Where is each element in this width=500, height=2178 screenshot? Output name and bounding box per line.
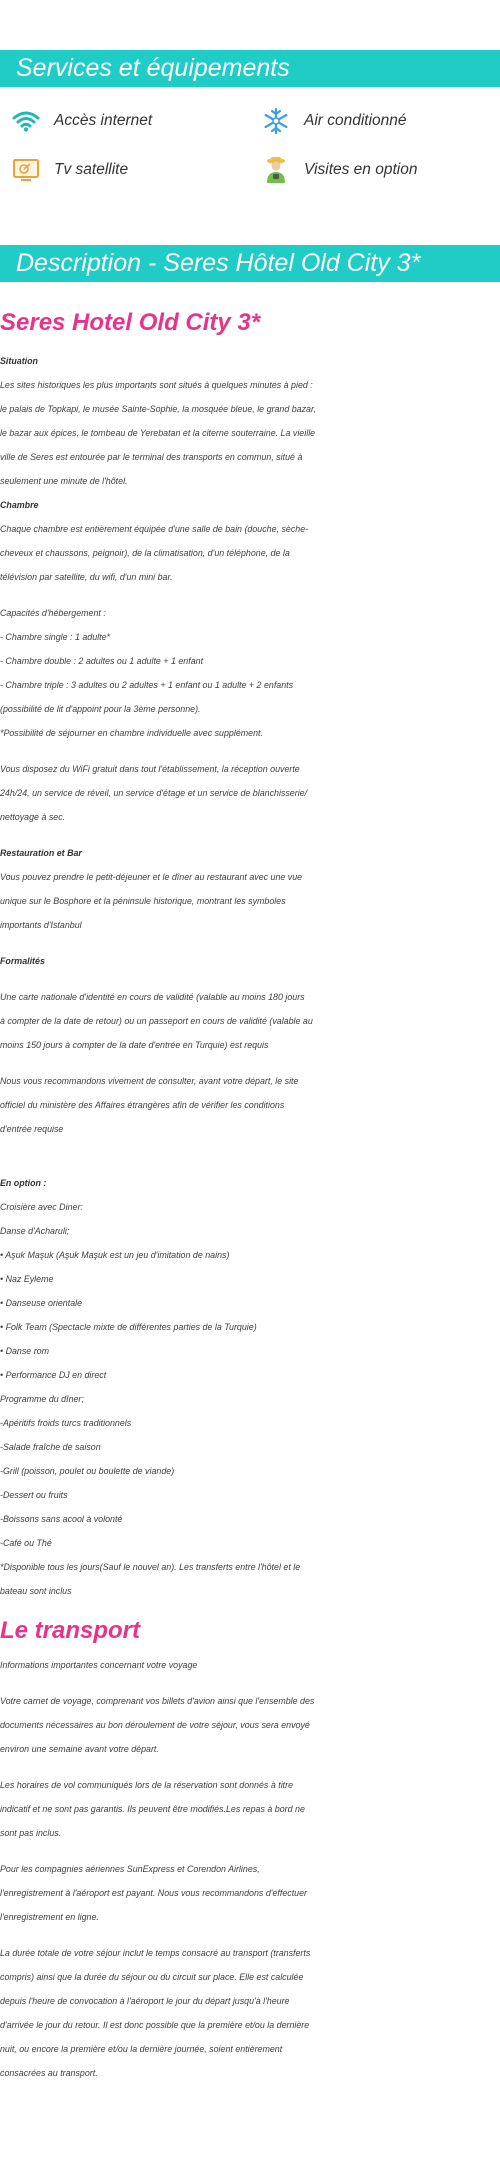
- text-line: seulement une minute de l'hôtel.: [0, 476, 128, 486]
- text-line: • Folk Team (Spectacle mixte de différentes parties de la Turquie): [0, 1322, 257, 1332]
- restauration-text: [0, 865, 500, 937]
- text-line: • Naz Eyleme: [0, 1274, 54, 1284]
- text-line: documents nécessaires au bon déroulement de votre séjour, vous sera envoyé: [0, 1720, 310, 1730]
- text-line: • Danseuse orientale: [0, 1298, 83, 1308]
- text-line: bateau sont inclus: [0, 1586, 72, 1596]
- text-line: Pour les compagnies aériennes SunExpress et Corendon Airlines,: [0, 1864, 260, 1874]
- wifi-icon: [12, 107, 40, 135]
- text-line: Vous pouvez prendre le petit-déjeuner et le dîner au restaurant avec une vue: [0, 872, 303, 882]
- text-line: -Café ou Thé: [0, 1538, 52, 1548]
- text-line: • Aşuk Maşuk (Aşuk Maşuk est un jeu d'imitation de nains): [0, 1250, 230, 1260]
- text-line: Danse d'Acharuli;: [0, 1226, 70, 1236]
- chambre-text: [0, 517, 500, 589]
- text-line: *Possibilité de séjourner en chambre individuelle avec supplément.: [0, 728, 263, 738]
- text-line: d'arrivée le jour du retour. Il est donc possible que la première et/ou la dernière: [0, 2020, 310, 2030]
- text-line: à compter de la date de retour) ou un passeport en cours de validité (valable au: [0, 1016, 313, 1026]
- formalites-heading: Formalités: [0, 956, 45, 966]
- text-line: Les sites historiques les plus importants sont situés à quelques minutes à pied :: [0, 380, 313, 390]
- service-item-optional-visits: [262, 156, 417, 184]
- text-line: d'entrée requise: [0, 1124, 64, 1134]
- duree-text: [0, 1941, 500, 2085]
- service-label: Accès internet: [54, 112, 153, 129]
- situation-text: [0, 373, 500, 493]
- service-label: Air conditionné: [304, 112, 407, 129]
- text-line: moins 150 jours à compter de la date d'entrée en Turquie) est requis: [0, 1040, 269, 1050]
- text-line: cheveux et chaussons, peignoir), de la climatisation, d'un téléphone, de la: [0, 548, 290, 558]
- snowflake-icon: [262, 107, 290, 135]
- service-item-internet: [12, 107, 152, 135]
- chambre-heading: Chambre: [0, 500, 39, 510]
- recommandation-text: [0, 1069, 500, 1141]
- service-label: Tv satellite: [54, 161, 129, 178]
- text-line: *Disponible tous les jours(Sauf le nouvel an). Les transferts entre l'hôtel et le: [0, 1562, 301, 1572]
- text-line: • Danse rom: [0, 1346, 49, 1356]
- situation-heading: Situation: [0, 356, 38, 366]
- transport-title: Le transport: [0, 1617, 141, 1644]
- text-line: télévision par satellite, du wifi, d'un mini bar.: [0, 572, 173, 582]
- text-line: Programme du dîner;: [0, 1394, 84, 1404]
- option-heading: En option :: [0, 1178, 47, 1188]
- text-line: 24h/24, un service de réveil, un service d'étage et un service de blanchisserie/: [0, 788, 308, 798]
- horaires-text: [0, 1773, 500, 1845]
- formalites-text: [0, 985, 500, 1057]
- text-line: l'enregistrement à l'aéroport est payant. Nous vous recommandons d'effectuer: [0, 1888, 307, 1898]
- tv-icon: [12, 156, 40, 184]
- text-line: La durée totale de votre séjour inclut le temps consacré au transport (transferts: [0, 1948, 311, 1958]
- text-line: - Chambre triple : 3 adultes ou 2 adultes + 1 enfant ou 1 adulte + 2 enfants: [0, 680, 294, 690]
- carnet-text: [0, 1689, 500, 1761]
- text-line: nuit, ou encore la première et/ou la dernière journée, soient entièrement: [0, 2044, 283, 2054]
- text-line: Nous vous recommandons vivement de consulter, avant votre départ, le site: [0, 1076, 299, 1086]
- description-content: [0, 307, 500, 2085]
- text-line: Capacités d'hébergement :: [0, 608, 106, 618]
- text-line: importants d'Istanbul: [0, 920, 82, 930]
- text-line: Une carte nationale d'identité en cours de validité (valable au moins 180 jours: [0, 992, 305, 1002]
- service-item-air-conditioning: [262, 107, 407, 135]
- text-line: -Salade fraîche de saison: [0, 1442, 101, 1452]
- text-line: le bazar aux épices, le tombeau de Yerebatan et la citerne souterraine. La vieille: [0, 428, 316, 438]
- text-line: - Chambre single : 1 adulte*: [0, 632, 111, 642]
- option-text: [0, 1195, 500, 1603]
- text-line: le palais de Topkapi, le musée Sainte-Sophie, la mosquée bleue, le grand bazar,: [0, 404, 316, 414]
- text-line: -Boissons sans acool à volonté: [0, 1514, 123, 1524]
- text-line: ville de Seres est entourée par le terminal des transports en commun, situé à: [0, 452, 303, 462]
- text-line: environ une semaine avant votre départ.: [0, 1744, 159, 1754]
- text-line: compris) ainsi que la durée du séjour ou du circuit sur place. Elle est calculée: [0, 1972, 304, 1982]
- description-header: Description - Seres Hôtel Old City 3*: [0, 245, 500, 282]
- text-line: sont pas inclus.: [0, 1828, 62, 1838]
- text-line: - Chambre double : 2 adultes ou 1 adulte + 1 enfant: [0, 656, 204, 666]
- text-line: l'enregistrement en ligne.: [0, 1912, 99, 1922]
- text-line: nettoyage à sec.: [0, 812, 66, 822]
- text-line: Vous disposez du WiFi gratuit dans tout l'établissement, la réception ouverte: [0, 764, 300, 774]
- transport-intro: Informations importantes concernant votre voyage: [0, 1660, 198, 1670]
- text-line: (possibilité de lit d'appoint pour la 3ème personne).: [0, 704, 201, 714]
- text-line: Croisière avec Diner:: [0, 1202, 83, 1212]
- text-line: consacrées au transport.: [0, 2068, 98, 2078]
- hotel-name: Seres Hotel Old City 3*: [0, 309, 261, 336]
- service-label: Visites en option: [304, 161, 418, 178]
- wifi-text: [0, 757, 500, 829]
- capacites-text: [0, 601, 500, 745]
- text-line: depuis l'heure de convocation à l'aéroport le jour du départ jusqu'à l'heure: [0, 1996, 290, 2006]
- text-line: officiel du ministère des Affaires étrangères afin de vérifier les conditions: [0, 1100, 285, 1110]
- text-line: • Performance DJ en direct: [0, 1370, 107, 1380]
- text-line: unique sur le Bosphore et la péninsule historique, montrant les symboles: [0, 896, 286, 906]
- text-line: Votre carnet de voyage, comprenant vos billets d'avion ainsi que l'ensemble des: [0, 1696, 315, 1706]
- text-line: Les horaires de vol communiqués lors de la réservation sont donnés à titre: [0, 1780, 294, 1790]
- tourist-icon: [262, 156, 290, 184]
- compagnies-text: [0, 1857, 500, 1929]
- text-line: -Dessert ou fruits: [0, 1490, 68, 1500]
- text-line: Chaque chambre est entièrement équipée d'une salle de bain (douche, sèche-: [0, 524, 309, 534]
- services-header: Services et équipements: [0, 50, 500, 87]
- service-item-satellite-tv: [12, 156, 128, 184]
- text-line: -Grill (poisson, poulet ou boulette de viande): [0, 1466, 175, 1476]
- text-line: -Apéritifs froids turcs traditionnels: [0, 1418, 132, 1428]
- restauration-heading: Restauration et Bar: [0, 848, 82, 858]
- text-line: indicatif et ne sont pas garantis. Ils peuvent être modifiés.Les repas à bord ne: [0, 1804, 305, 1814]
